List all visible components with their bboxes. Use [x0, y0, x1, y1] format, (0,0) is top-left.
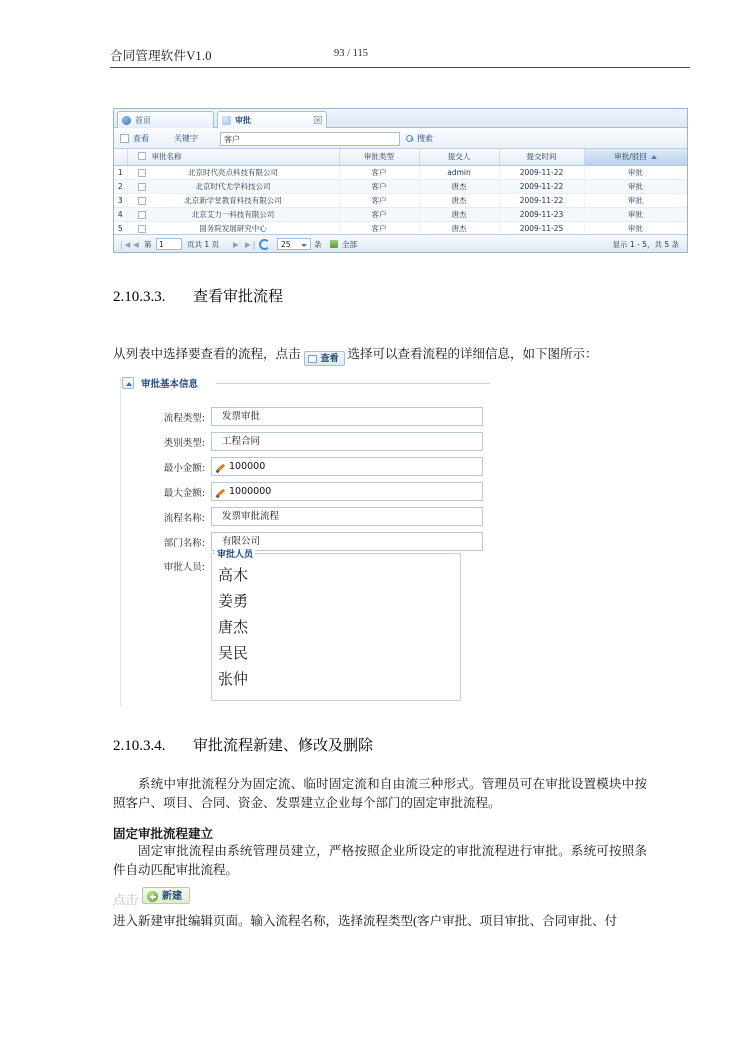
header-approve-reject-label: 审批/驳回 — [614, 152, 647, 162]
row-approval-name-label: 北京新学堂教育科技有限公司 — [184, 195, 282, 205]
refresh-icon[interactable] — [259, 239, 270, 250]
list-item[interactable]: 唐杰 — [218, 618, 249, 636]
last-page-button[interactable]: ▶| — [245, 240, 258, 249]
select-all-checkbox[interactable] — [138, 152, 146, 160]
row-approval-type: 客户 — [339, 165, 419, 179]
field-value-category-type[interactable]: 工程合同 — [211, 432, 483, 451]
field-label: 类别类型: — [163, 438, 205, 449]
row-index: 2 — [114, 179, 127, 193]
row-approval-name-label: 北京艾力一科技有限公司 — [191, 209, 275, 219]
table-header-row — [114, 149, 687, 165]
prev-page-button[interactable]: ◀ — [133, 240, 141, 249]
row-approval-name-label: 国务院发展研究中心 — [199, 223, 267, 233]
show-all-button[interactable]: 全部 — [342, 240, 357, 249]
field-row-process-name — [143, 507, 483, 528]
header-approval-name-label: 审批名称 — [151, 152, 182, 162]
header-submitter[interactable]: 提交人 — [419, 149, 499, 165]
new-button[interactable] — [142, 887, 190, 904]
header-divider — [110, 67, 690, 68]
field-label: 流程类型: — [163, 413, 205, 424]
table-row[interactable] — [114, 193, 687, 207]
row-submit-time: 2009-11-22 — [499, 179, 584, 193]
field-row-min-amount — [143, 457, 483, 478]
approvers-row-label: 审批人员: — [163, 562, 205, 573]
view-button-inline[interactable] — [304, 351, 345, 366]
row-approve-action[interactable]: 审批 — [584, 207, 687, 221]
page-total-label: 页共 1 页 — [187, 240, 220, 249]
row-approval-type: 客户 — [339, 179, 419, 193]
row-submit-time: 2009-11-25 — [499, 221, 584, 235]
field-label: 最小金额: — [163, 463, 205, 474]
header-approval-name[interactable] — [127, 149, 339, 165]
row-submit-time: 2009-11-23 — [499, 207, 584, 221]
tab-bar — [114, 109, 687, 128]
row-checkbox[interactable] — [138, 211, 146, 219]
row-approval-name — [127, 165, 339, 179]
list-item[interactable]: 姜勇 — [218, 592, 249, 610]
list-item[interactable]: 张仲 — [218, 670, 249, 688]
header-approve-reject[interactable] — [584, 149, 687, 165]
table-body — [114, 165, 687, 235]
row-approval-type: 客户 — [339, 193, 419, 207]
search-icon — [406, 135, 414, 143]
table-row[interactable] — [114, 179, 687, 193]
field-value-process-type[interactable]: 发票审批 — [211, 407, 483, 426]
field-row-max-amount — [143, 482, 483, 503]
field-row-department-name — [143, 532, 483, 553]
row-approval-type: 客户 — [339, 221, 419, 235]
section-1-paragraph — [113, 345, 643, 366]
chevron-down-icon — [301, 244, 307, 247]
list-item[interactable]: 吴民 — [218, 644, 249, 662]
list-item[interactable]: 高木 — [218, 566, 249, 584]
row-approval-type: 客户 — [339, 207, 419, 221]
row-checkbox[interactable] — [138, 225, 146, 233]
max-amount-text: 1000000 — [229, 486, 272, 497]
next-page-button[interactable]: ▶ — [233, 240, 241, 249]
section-2-paragraph-1: 系统中审批流程分为固定流、临时固定流和自由流三种形式。管理员可在审批设置模块中按照客户、项目、合同、资金、发票建立企业每个部门的固定审批流程。 — [113, 777, 647, 810]
field-value-min-amount[interactable] — [211, 457, 483, 476]
tab-approval[interactable] — [217, 111, 327, 128]
field-row-process-type — [143, 407, 483, 428]
pencil-icon — [216, 463, 225, 472]
approvers-legend: 审批人员 — [215, 547, 255, 560]
field-value-department-name[interactable]: 有限公司 — [211, 532, 483, 551]
page-size-value: 25 — [281, 240, 291, 249]
click-hint-label: 点击 — [113, 893, 139, 907]
keyword-input[interactable]: 客户 — [220, 132, 400, 146]
first-page-button[interactable]: |◀ — [120, 240, 133, 249]
tab-home-label: 首页 — [135, 116, 151, 125]
page-size-select[interactable] — [277, 238, 311, 250]
record-total-label: 显示 1 - 5，共 5 条 — [612, 240, 679, 249]
paragraph-text-after: 选择可以查看流程的详细信息，如下图所示： — [347, 347, 598, 361]
search-button[interactable]: 搜索 — [417, 134, 433, 143]
page-number-input[interactable]: 1 — [156, 238, 182, 250]
section-number-2: 2.10.3.4. — [113, 738, 166, 754]
document-title: 合同管理软件V1.0 — [110, 49, 212, 63]
section-heading-1 — [113, 285, 283, 306]
close-icon[interactable]: × — [315, 117, 321, 124]
plus-icon — [147, 891, 158, 902]
row-approve-action[interactable]: 审批 — [584, 165, 687, 179]
row-submit-time: 2009-11-22 — [499, 193, 584, 207]
paragraph-text-before: 从列表中选择要查看的流程，点击 — [113, 347, 301, 361]
approval-table — [114, 149, 688, 236]
field-label: 部门名称: — [163, 538, 205, 549]
row-approval-name — [127, 193, 339, 207]
row-checkbox[interactable] — [138, 183, 146, 191]
section-title-1: 查看审批流程 — [193, 289, 284, 305]
approval-detail-screenshot — [120, 377, 492, 707]
home-icon — [122, 116, 131, 125]
header-index — [114, 149, 127, 165]
section-2-paragraph-2: 固定审批流程由系统管理员建立，严格按照企业所设定的审批流程进行审批。系统可按照条件自动匹配审批流程。 — [113, 844, 647, 877]
row-index: 1 — [114, 165, 127, 179]
field-label: 最大金额: — [163, 488, 205, 499]
header-submit-time[interactable]: 提交时间 — [499, 149, 584, 165]
page-prefix-label: 第 — [144, 240, 152, 249]
page-number: 93 / 115 — [334, 48, 369, 59]
row-index: 4 — [114, 207, 127, 221]
field-row-category-type — [143, 432, 483, 453]
row-approval-name-label: 北京时代亮点科技有限公司 — [188, 167, 278, 177]
row-submitter: admin — [419, 165, 499, 179]
panel-divider — [216, 383, 490, 384]
table-row[interactable] — [114, 165, 687, 179]
view-checkbox[interactable] — [120, 134, 129, 143]
row-approval-name — [127, 207, 339, 221]
keyword-label: 关键字 — [174, 134, 198, 143]
tab-approval-label: 审批 — [235, 116, 251, 125]
page-icon — [222, 116, 231, 125]
row-approval-name — [127, 179, 339, 193]
row-checkbox[interactable] — [138, 169, 146, 177]
pagination-bar — [114, 234, 687, 252]
chevron-up-icon[interactable] — [122, 377, 134, 389]
row-approve-action[interactable]: 审批 — [584, 221, 687, 235]
panel-header — [121, 377, 492, 391]
sub-heading-fixed-flow: 固定审批流程建立 — [113, 827, 214, 841]
table-row[interactable] — [114, 221, 687, 235]
row-approval-name-label: 北京时代尤学科技公司 — [195, 181, 271, 191]
field-label: 流程名称: — [163, 513, 205, 524]
section-title-2: 审批流程新建、修改及删除 — [193, 738, 374, 754]
row-approval-name — [127, 221, 339, 235]
row-submitter: 唐杰 — [419, 207, 499, 221]
approvers-box — [211, 550, 461, 701]
sort-arrow-icon — [651, 155, 657, 159]
table-row[interactable] — [114, 207, 687, 221]
view-button-inline-label: 查看 — [320, 354, 339, 364]
field-value-max-amount[interactable] — [211, 482, 483, 501]
header-approval-type[interactable]: 审批类型 — [339, 149, 419, 165]
row-approve-action[interactable]: 审批 — [584, 193, 687, 207]
pencil-icon — [216, 488, 225, 497]
min-amount-text: 100000 — [229, 461, 266, 472]
row-index: 3 — [114, 193, 127, 207]
approvers-list — [218, 562, 448, 692]
tab-home[interactable] — [117, 111, 214, 128]
row-submit-time: 2009-11-22 — [499, 165, 584, 179]
section-heading-2 — [113, 734, 373, 755]
field-value-process-name[interactable]: 发票审批流程 — [211, 507, 483, 526]
grid-toolbar — [114, 128, 687, 149]
export-icon[interactable] — [330, 240, 338, 248]
row-submitter: 唐杰 — [419, 193, 499, 207]
view-button-label[interactable]: 查看 — [133, 134, 149, 143]
section-number-1: 2.10.3.3. — [113, 289, 166, 305]
page-size-unit-label: 条 — [314, 240, 322, 249]
view-icon — [308, 355, 317, 363]
new-button-label: 新建 — [162, 891, 182, 902]
row-submitter: 唐杰 — [419, 221, 499, 235]
row-submitter: 唐杰 — [419, 179, 499, 193]
panel-title: 审批基本信息 — [138, 376, 201, 390]
row-index: 5 — [114, 221, 127, 235]
approval-grid-screenshot — [113, 108, 688, 253]
row-checkbox[interactable] — [138, 197, 146, 205]
page-header — [110, 46, 690, 72]
row-approve-action[interactable]: 审批 — [584, 179, 687, 193]
section-2-paragraph-3: 进入新建审批编辑页面。输入流程名称，选择流程类型(客户审批、项目审批、合同审批、付 — [113, 914, 618, 928]
